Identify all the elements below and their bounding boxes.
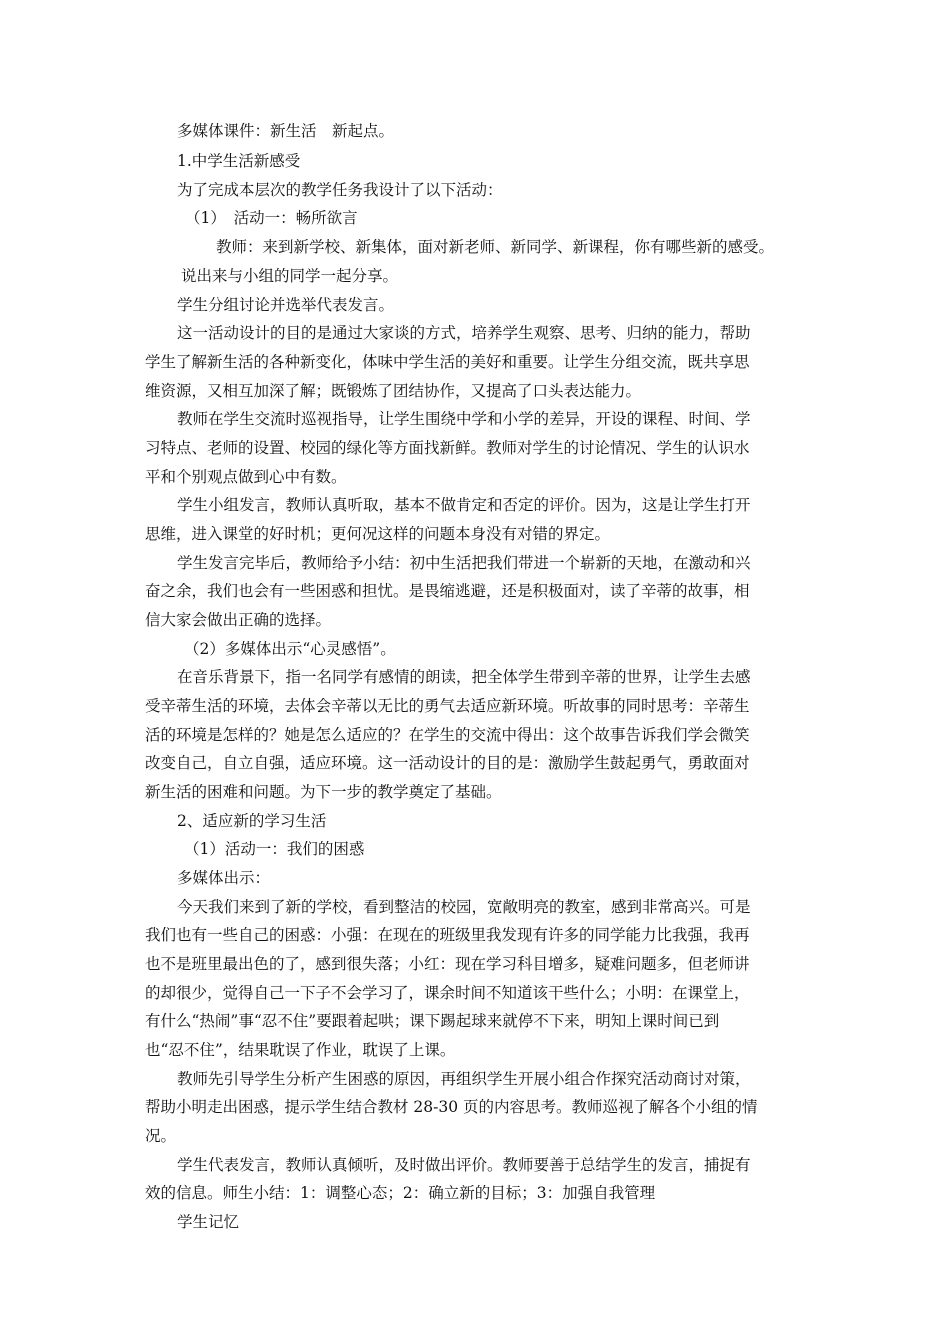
text-line: 活的环境是怎样的？她是怎么适应的？在学生的交流中得出：这个故事告诉我们学会微笑	[145, 726, 750, 744]
text-line: 多媒体课件：新生活 新起点。	[177, 122, 395, 140]
text-line: 受辛蒂生活的环境，去体会辛蒂以无比的勇气去适应新环境。听故事的同时思考：辛蒂生	[145, 697, 750, 715]
text-line: 平和个别观点做到心中有数。	[145, 468, 347, 486]
subsection-heading: （2）多媒体出示“心灵感悟”。	[184, 640, 396, 658]
text-line: 况。	[145, 1127, 177, 1145]
text-line: 效的信息。师生小结：1：调整心态；2：确立新的目标；3：加强自我管理	[145, 1184, 656, 1202]
text-line: 这一活动设计的目的是通过大家谈的方式，培养学生观察、思考、归纳的能力，帮助	[177, 324, 751, 342]
text-line: 新生活的困难和问题。为下一步的教学奠定了基础。	[145, 783, 502, 801]
text-line: 帮助小明走出困惑，提示学生结合教材 28-30 页的内容思考。教师巡视了解各个小组的情	[145, 1098, 758, 1116]
text-line: 在音乐背景下，指一名同学有感情的朗读，把全体学生带到辛蒂的世界，让学生去感	[177, 668, 751, 686]
text-line: 教师在学生交流时巡视指导，让学生围绕中学和小学的差异，开设的课程、时间、学	[177, 410, 751, 428]
text-line: 的却很少，觉得自己一下子不会学习了，课余时间不知道该干些什么；小明：在课堂上，	[145, 984, 750, 1002]
text-line: 奋之余，我们也会有一些困惑和担忧。是畏缩逃避，还是积极面对，读了辛蒂的故事，相	[145, 582, 750, 600]
text-line: 也“忍不住”，结果耽误了作业，耽误了上课。	[145, 1041, 456, 1059]
text-line: 学生小组发言，教师认真听取，基本不做肯定和否定的评价。因为，这是让学生打开	[177, 496, 751, 514]
section-heading: 1.中学生活新感受	[177, 152, 301, 170]
text-line: 学生记忆	[177, 1213, 240, 1231]
text-line: 改变自己，自立自强，适应环境。这一活动设计的目的是：激励学生鼓起勇气，勇敢面对	[145, 754, 750, 772]
text-line: 学生分组讨论并选举代表发言。	[177, 296, 395, 314]
text-line: 教师：来到新学校、新集体，面对新老师、新同学、新课程，你有哪些新的感受。	[216, 238, 775, 256]
text-line: 为了完成本层次的教学任务我设计了以下活动：	[177, 181, 503, 199]
text-line: 学生了解新生活的各种新变化，体味中学生活的美好和重要。让学生分组交流，既共享思	[145, 353, 750, 371]
text-line: 教师先引导学生分析产生困惑的原因，再组织学生开展小组合作探究活动商讨对策，	[177, 1070, 751, 1088]
text-line: 多媒体出示：	[177, 869, 271, 887]
text-line: 维资源，又相互加深了解；既锻炼了团结协作，又提高了口头表达能力。	[145, 382, 642, 400]
section-heading: 2、适应新的学习生活	[177, 812, 327, 830]
text-line: 今天我们来到了新的学校，看到整洁的校园，宽敞明亮的教室，感到非常高兴。可是	[177, 898, 751, 916]
text-line: 思维，进入课堂的好时机；更何况这样的问题本身没有对错的界定。	[145, 525, 611, 543]
text-line: 我们也有一些自己的困惑：小强：在现在的班级里我发现有许多的同学能力比我强，我再	[145, 926, 750, 944]
text-line: 信大家会做出正确的选择。	[145, 611, 332, 629]
subsection-heading: （1）活动一：我们的困惑	[184, 840, 365, 858]
text-line: 习特点、老师的设置、校园的绿化等方面找新鲜。教师对学生的讨论情况、学生的认识水	[145, 439, 750, 457]
subsection-heading: （1） 活动一：畅所欲言	[185, 209, 358, 227]
text-line: 有什么“热闹”事“忍不住”要跟着起哄；课下踢起球来就停不下来，明知上课时间已到	[145, 1012, 720, 1030]
text-line: 说出来与小组的同学一起分享。	[181, 267, 399, 285]
text-line: 学生发言完毕后，教师给予小结：初中生活把我们带进一个崭新的天地，在激动和兴	[177, 554, 751, 572]
text-line: 学生代表发言，教师认真倾听，及时做出评价。教师要善于总结学生的发言，捕捉有	[177, 1156, 751, 1174]
text-line: 也不是班里最出色的了，感到很失落；小红：现在学习科目增多，疑难问题多，但老师讲	[145, 955, 750, 973]
